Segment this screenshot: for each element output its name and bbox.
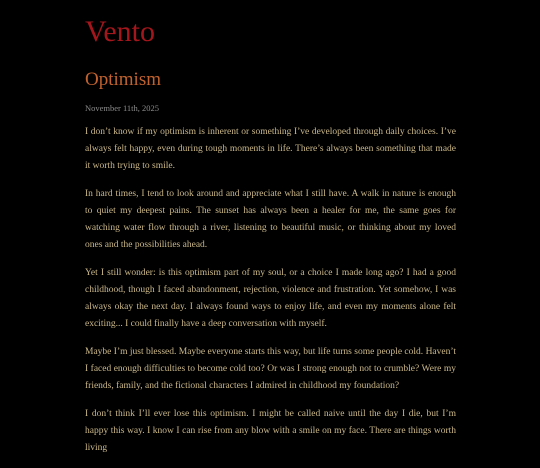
paragraph-2: In hard times, I tend to look around and appreciate what I still have. A walk in nature is enough to quiet my deepest pains. The sunset has always been a healer for me, the same goes for watching water flow through a river, listening to beautiful music, or thinking about my loved ones and the possibilities ahead. [85, 189, 456, 250]
paragraph-3: Yet I still wonder: is this optimism part of my soul, or a choice I made long ago? I had a good childhood, though I faced abandonment, rejection, violence and frustration. Yet somehow, I was always okay the next day. I always found ways to enjoy life, and even my moments alone felt exciting... I could finally have a deep conversation with myself. [85, 268, 456, 329]
post-date: November 11th, 2025 [85, 103, 160, 113]
post-content [85, 124, 456, 468]
post-title: Optimism [85, 69, 162, 90]
paragraph-1: I don’t know if my optimism is inherent or something I’ve developed through daily choices. I’ve always felt happy, even during tough moments in life. There’s always been something that made it worth trying to smile. [85, 127, 456, 171]
paragraph-5: I don’t think I’ll ever lose this optimism. I might be called naive until the day I die, but I’m happy this way. I know I can rise from any blow with a smile on my face. There are things worth living [85, 409, 456, 453]
paragraph-4: Maybe I’m just blessed. Maybe everyone starts this way, but life turns some people cold. Haven’t I faced enough difficulties to become cold too? Or was I strong enough not to crumble? Were my friends, family, and the fictional characters I admired in childhood my foundation? [85, 347, 456, 391]
site-title[interactable]: Vento [85, 15, 155, 48]
